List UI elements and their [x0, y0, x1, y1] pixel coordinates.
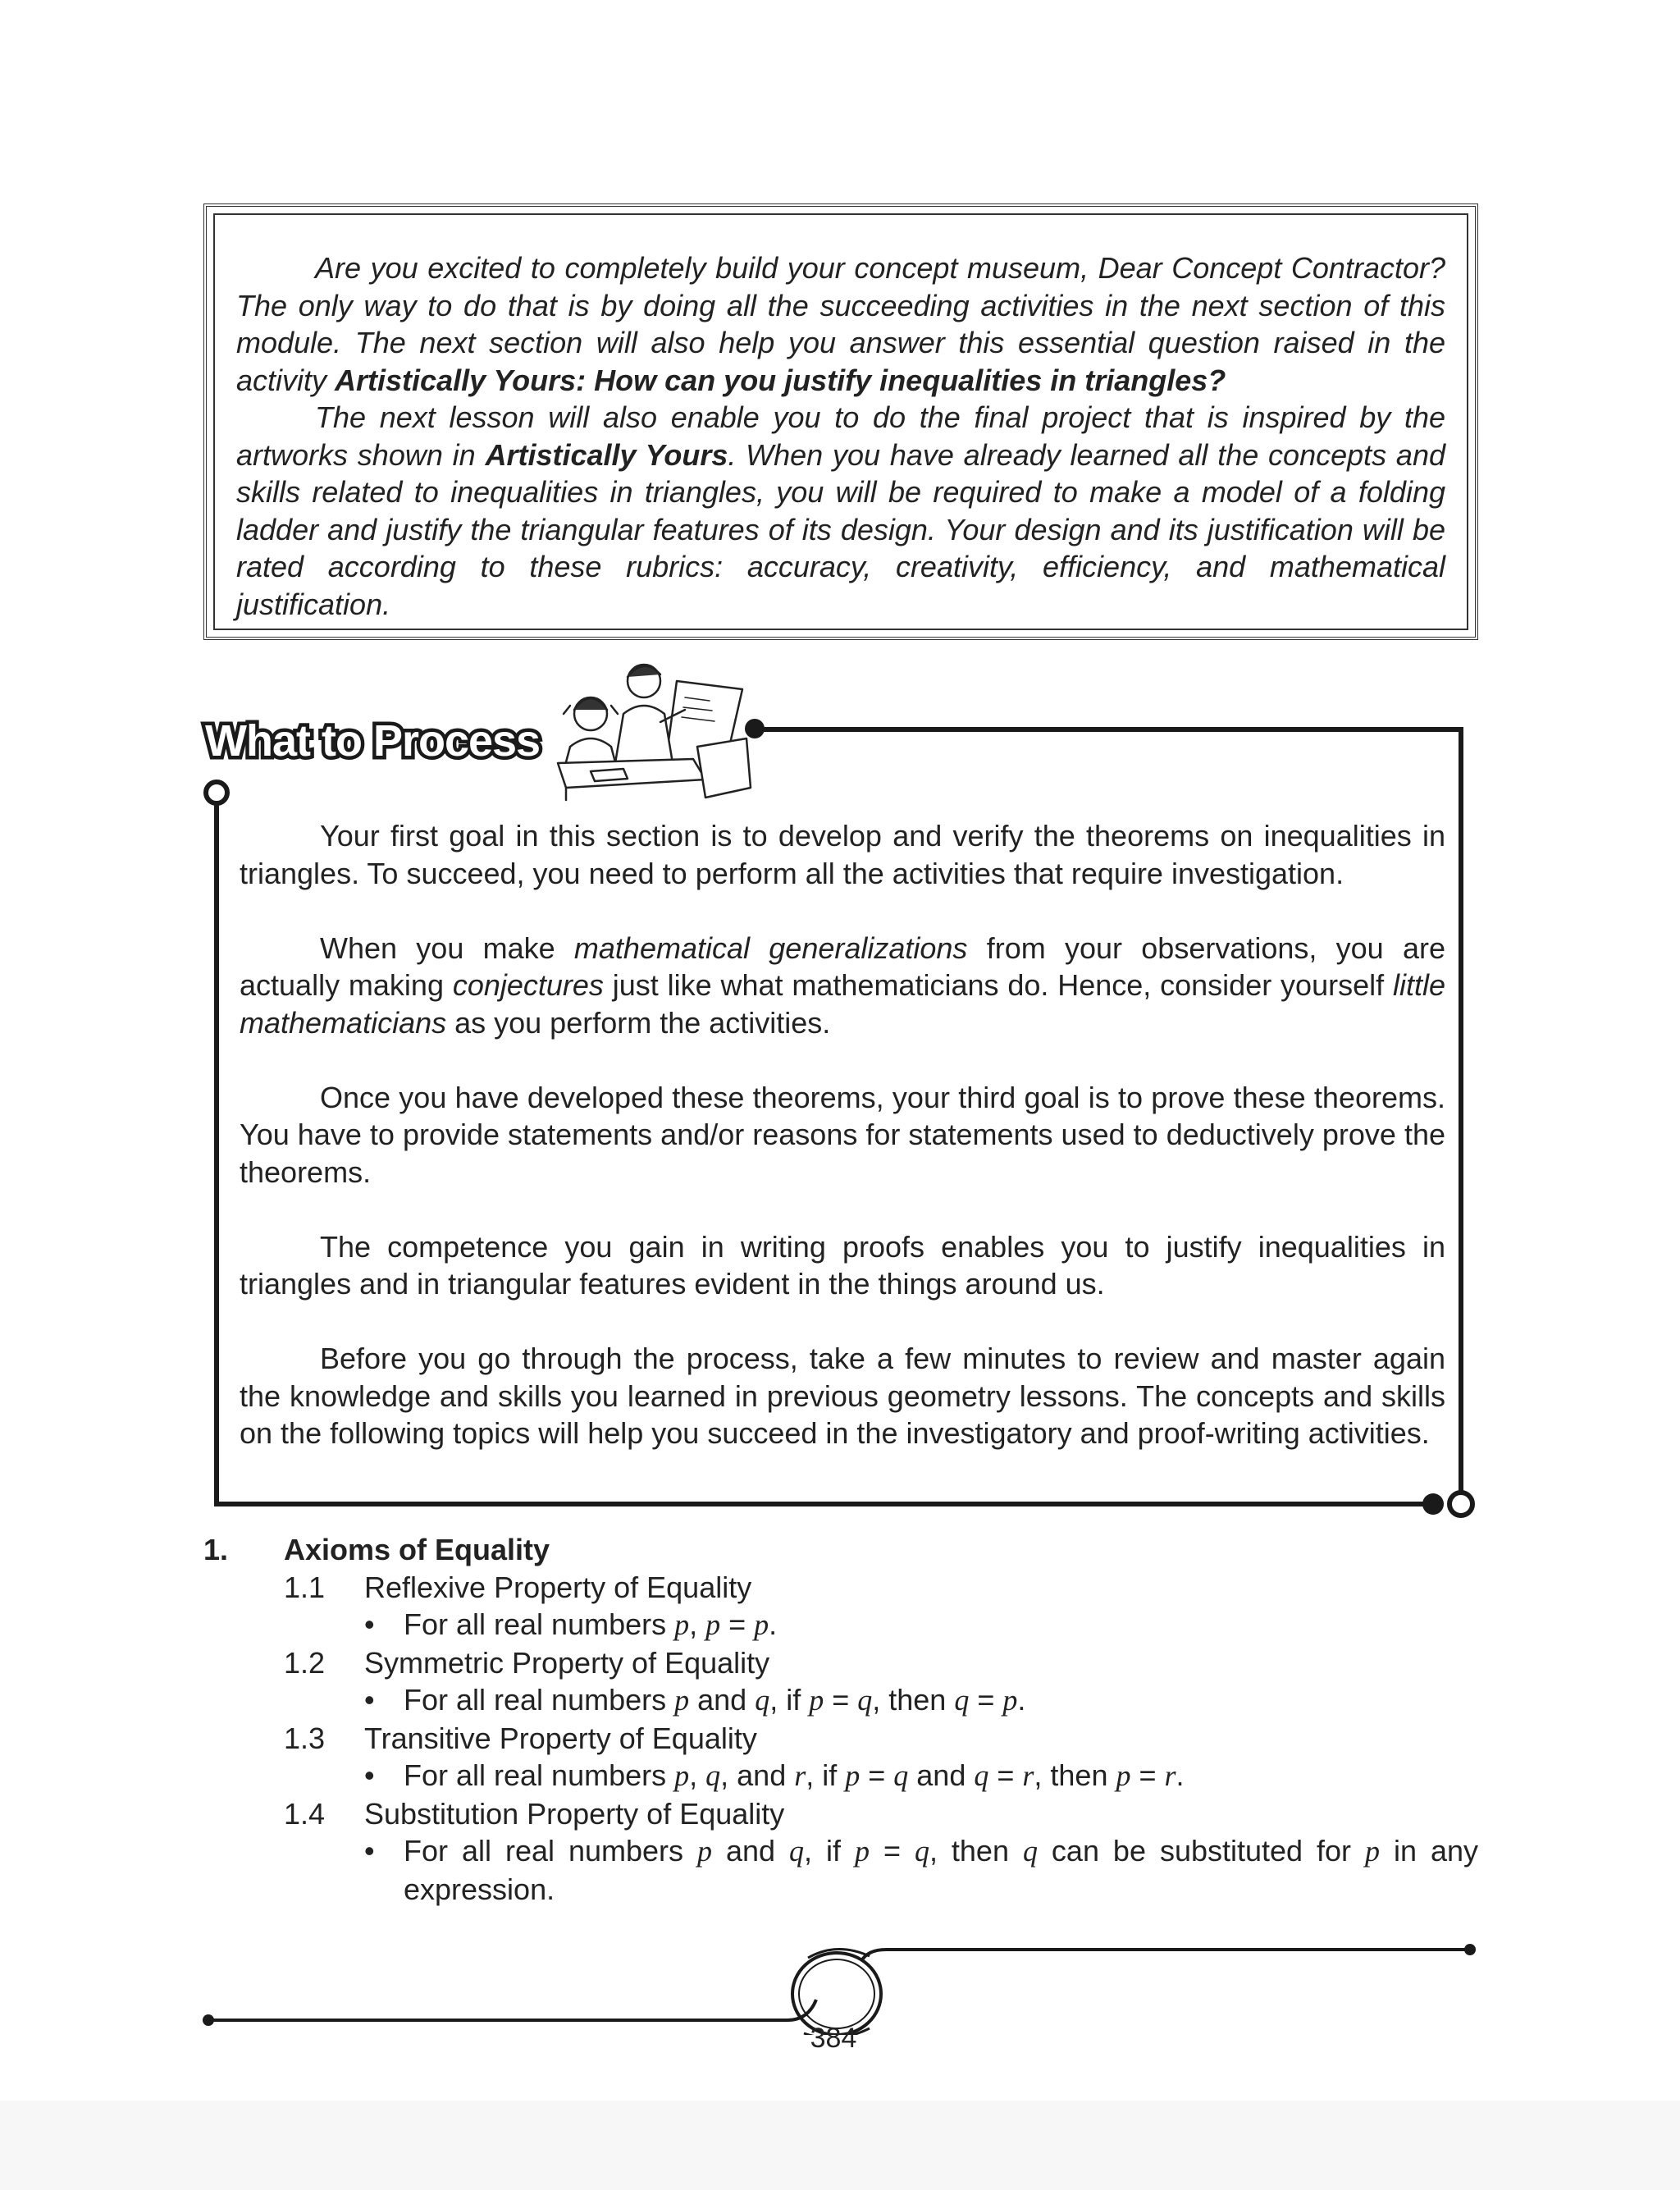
axiom-title: Symmetric Property of Equality [364, 1645, 770, 1680]
intro-box [203, 203, 1478, 640]
process-emphasis: conjectures [452, 968, 604, 1002]
process-paragraph-5: Before you go through the process, take a few minutes to review and master again the knowledge and skills you learned in previous geometry lessons. The concepts and skills on the following topics will help you succeed in the investigatory and proof-writing activities. [240, 1342, 1445, 1450]
axiom-item [203, 1644, 1478, 1682]
page-bottom-shade [0, 2101, 1680, 2190]
statement-text: For all real numbers p, p = p. [404, 1607, 778, 1641]
statement-text: For all real numbers p and q, if p = q, then q can be substituted for p in any expression. [404, 1834, 1479, 1906]
axiom-number: 1.3 [284, 1721, 326, 1755]
statement-text: For all real numbers p and q, if p = q, then q = p. [404, 1683, 1026, 1717]
intro-paragraph-2 [236, 399, 1445, 623]
section-title: What to Process [205, 716, 541, 766]
process-emphasis: little mathematicians [240, 968, 1445, 1040]
frame-bottom-dot [1422, 1493, 1444, 1515]
axiom-title: Substitution Property of Equality [364, 1796, 785, 1831]
axiom-item [203, 1569, 1478, 1607]
process-text-run: When you make [320, 930, 574, 965]
process-text-run: just like what mathematicians do. Hence, consider yourself [603, 968, 1393, 1002]
bullet-icon: • [364, 1683, 375, 1717]
process-paragraph-2 [240, 930, 1445, 1042]
axiom-title: Reflexive Property of Equality [364, 1570, 752, 1604]
axioms-heading [203, 1531, 1478, 1569]
process-emphasis: mathematical generalizations [573, 930, 968, 965]
students-illustration [541, 656, 763, 804]
frame-top-dot [745, 719, 765, 738]
axiom-item [203, 1795, 1478, 1833]
bullet-icon: • [364, 1834, 375, 1868]
axiom-statement [203, 1606, 1478, 1644]
axiom-item [203, 1720, 1478, 1758]
axiom-statement [203, 1757, 1478, 1795]
bullet-icon: • [364, 1607, 375, 1641]
process-paragraph-3: Once you have developed these theorems, your third goal is to prove these theorems. You have to provide statements and/or reasons for statements used to deductively prove the theorems. [240, 1080, 1445, 1189]
axiom-number: 1.4 [284, 1796, 326, 1831]
frame-bottom-line [214, 1502, 1443, 1506]
axioms-list [203, 1531, 1478, 1908]
axiom-statement [203, 1681, 1478, 1720]
intro-box-inner [213, 213, 1468, 630]
axiom-title: Transitive Property of Equality [364, 1721, 757, 1755]
process-text-run: as you perform the activities. [446, 1005, 831, 1040]
bullet-icon: • [364, 1758, 375, 1792]
frame-bottom-ring [1447, 1490, 1475, 1518]
frame-left-line [214, 802, 219, 1506]
frame-right-line [1459, 727, 1463, 1498]
axiom-number: 1.1 [284, 1570, 326, 1604]
statement-text: For all real numbers p, q, and r, if p = q and q = r, then p = r. [404, 1758, 1185, 1792]
frame-left-ring [203, 780, 230, 806]
intro-text: . When you have already learned all the concepts and skills related to inequalities in triangles, you will be required to make a model of a folding ladder and justify the triangular features of its design. Your design and its justification will be rated according to these rubrics: accuracy, creativity, efficiency, and mathematical justification. [236, 437, 1445, 621]
process-text-run: from your observations, you are actually making [240, 930, 1445, 1002]
intro-paragraph-1 [236, 249, 1445, 399]
intro-text: The next lesson will also enable you to do the final project that is inspired by the artworks shown in [236, 400, 1445, 472]
intro-text: Are you excited to completely build your concept museum, Dear Concept Contractor? The only way to do that is by doing all the succeeding activities in the next section of this module. The next section will also help you answer this essential question raised in the activity [236, 251, 1445, 397]
page-number: 384 [810, 2022, 857, 2054]
process-text [240, 817, 1445, 1452]
heading-number: 1. [203, 1533, 229, 1566]
section-header [205, 716, 540, 773]
activity-name: Artistically Yours [485, 437, 728, 472]
axiom-number: 1.2 [284, 1645, 326, 1680]
essential-question: Artistically Yours: How can you justify inequalities in triangles? [335, 363, 1226, 397]
process-paragraph-4: The competence you gain in writing proofs enables you to justify inequalities in triangles and in triangular features evident in the things around us. [240, 1229, 1445, 1301]
heading-title: Axioms of Equality [284, 1533, 550, 1566]
axiom-statement [203, 1832, 1478, 1908]
frame-top-line [756, 727, 1463, 732]
process-paragraph-1: Your first goal in this section is to develop and verify the theorems on inequalities in triangles. To succeed, you need to perform all the activities that require investigation. [240, 819, 1445, 890]
